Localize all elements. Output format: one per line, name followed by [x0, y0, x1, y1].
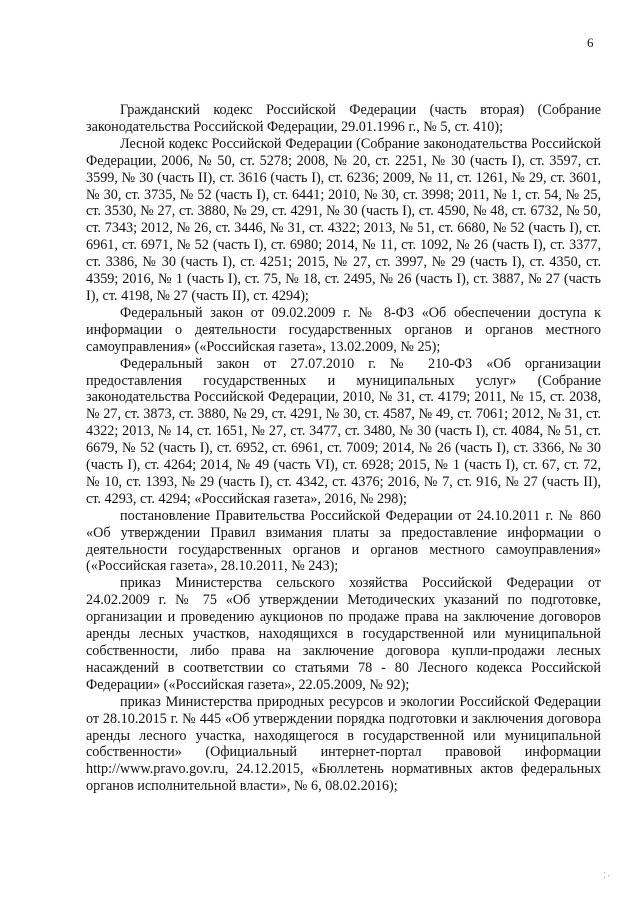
- paragraph-federal-law-210fz: Федеральный закон от 27.07.2010 г. № 210-ФЗ «Об организации предоставления государственных и муниципальных услуг» (Собрание законодательства Российской Федерации, 2010, № 31, ст. 4179; 2011, № 15, ст. 2038, № 27, ст. 3873, ст. 3880, № 29, ст. 4291, № 30, ст. 4587, № 49, ст. 7061; 2012, № 31, ст. 4322; 2013, № 14, ст. 1651, № 27, ст. 3477, ст. 3480, № 30 (часть I), ст. 4084, № 51, ст. 6679, № 52 (часть I), ст. 6952, ст. 6961, ст. 7009; 2014, № 26 (часть I), ст. 3366, № 30 (часть I), ст. 4264; 2014, № 49 (часть VI), ст. 6928; 2015, № 1 (часть I), ст. 67, ст. 72, № 10, ст. 1393, № 29 (часть I), ст. 4342, ст. 4376; 2016, № 7, ст. 916, № 27 (часть II), ст. 4293, ст. 4294; «Российская газета», 2016, № 298);: [86, 355, 601, 507]
- page-number: 6: [587, 35, 594, 50]
- scan-mark: ∴: [598, 867, 613, 884]
- paragraph-civil-code: Гражданский кодекс Российской Федерации (часть вторая) (Собрание законодательства Российской Федерации, 29.01.1996 г., № 5, ст. 410);: [86, 102, 601, 135]
- document-body: [86, 102, 601, 795]
- paragraph-forest-code: Лесной кодекс Российской Федерации (Собрание законодательства Российской Федерации, 2006, № 50, ст. 5278; 2008, № 20, ст. 2251, № 30 (часть I), ст. 3597, ст. 3599, № 30 (часть II), ст. 3616 (часть I), ст. 6236; 2009, № 11, ст. 1261, № 29, ст. 3601, № 30, ст. 3735, № 52 (часть I), ст. 6441; 2010, № 30, ст. 3998; 2011, № 1, ст. 54, № 25, ст. 3530, № 27, ст. 3880, № 29, ст. 4291, № 30 (часть I), ст. 4590, № 48, ст. 6732, № 50, ст. 7343; 2012, № 26, ст. 3446, № 31, ст. 4322; 2013, № 51, ст. 6680, № 52 (часть I), ст. 6961, ст. 6971, № 52 (часть I), ст. 6980; 2014, № 11, ст. 1092, № 26 (часть I), ст. 3377, ст. 3386, № 30 (часть I), ст. 4251; 2015, № 27, ст. 3997, № 29 (часть I), ст. 4350, ст. 4359; 2016, № 1 (часть I), ст. 75, № 18, ст. 2495, № 26 (часть I), ст. 3887, № 27 (часть I), ст. 4198, № 27 (часть II), ст. 4294);: [86, 135, 601, 304]
- paragraph-natural-resources-order-445: приказ Министерства природных ресурсов и экологии Российской Федерации от 28.10.2015 г. № 445 «Об утверждении порядка подготовки и заключения договора аренды лесного участка, находящегося в государственной или муниципальной собственности» (Официальный интернет-портал правовой информации http://www.pravo.gov.ru, 24.12.2015, «Бюллетень нормативных актов федеральных органов исполнительной власти», № 6, 08.02.2016);: [86, 693, 601, 795]
- paragraph-agriculture-order-75: приказ Министерства сельского хозяйства Российской Федерации от 24.02.2009 г. № 75 «Об утверждении Методических указаний по подготовке, организации и проведению аукционов по продаже права на заключение договоров аренды лесных участков, находящихся в государственной или муниципальной собственности, либо права на заключение договора купли-продажи лесных насаждений в соответствии со статьями 78 - 80 Лесного кодекса Российской Федерации» («Российская газета», 22.05.2009, № 92);: [86, 575, 601, 693]
- paragraph-government-resolution-860: постановление Правительства Российской Федерации от 24.10.2011 г. № 860 «Об утверждении Правил взимания платы за предоставление информации о деятельности государственных органов и органов местного самоуправления» («Российская газета», 28.10.2011, № 243);: [86, 507, 601, 575]
- paragraph-federal-law-8fz: Федеральный закон от 09.02.2009 г. № 8-ФЗ «Об обеспечении доступа к информации о деятельности государственных органов и органов местного самоуправления» («Российская газета», 13.02.2009, № 25);: [86, 304, 601, 355]
